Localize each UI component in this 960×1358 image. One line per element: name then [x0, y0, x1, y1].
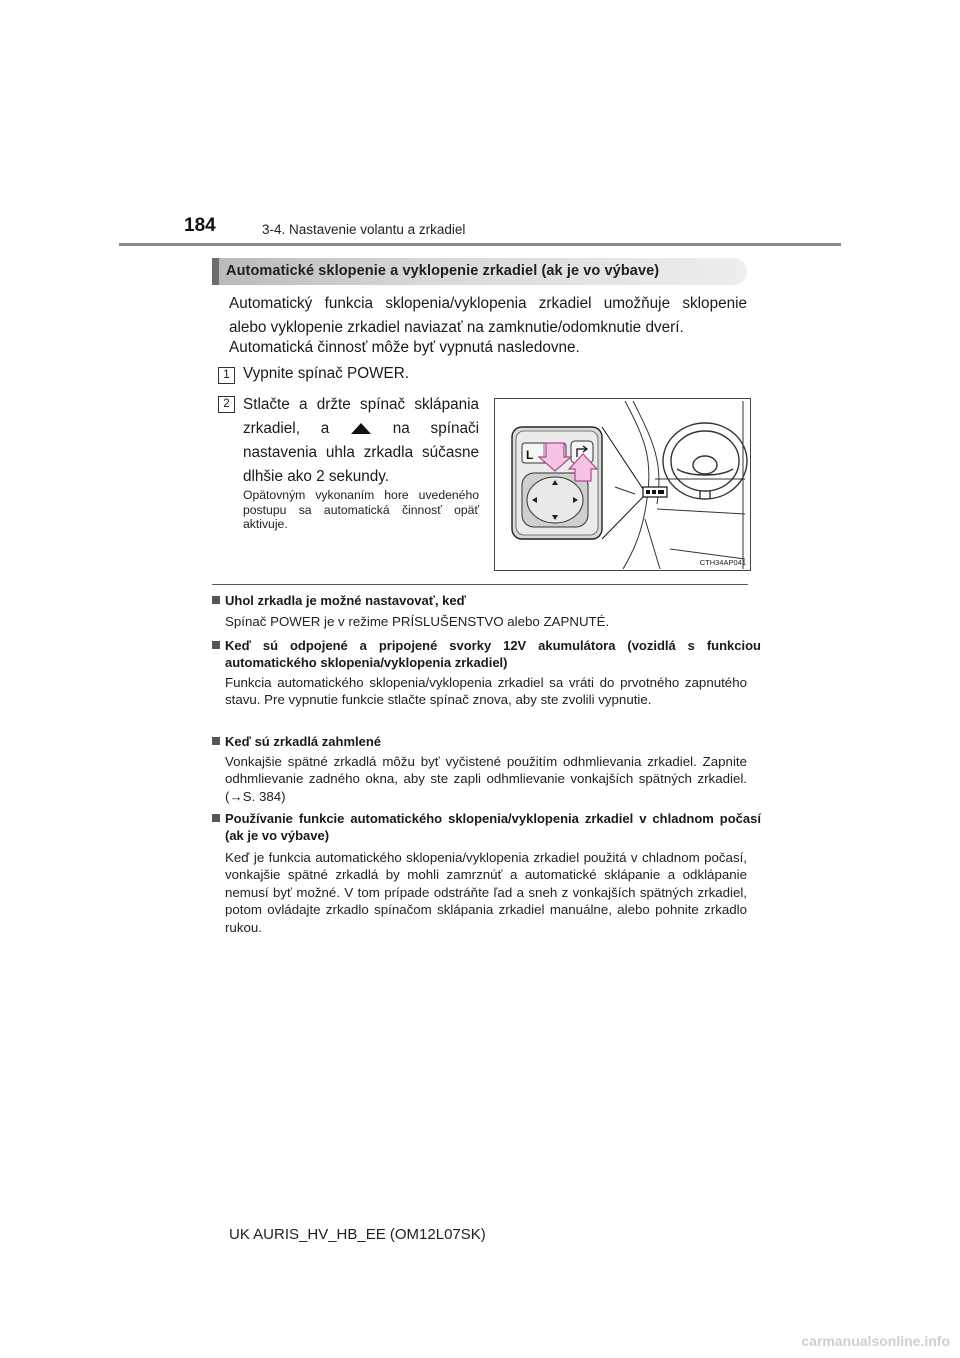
note-heading-1	[212, 592, 748, 609]
step-number-2: 2	[218, 396, 235, 413]
section-title: 3-4. Nastavenie volantu a zrkadiel	[262, 222, 466, 237]
note-heading-3	[212, 733, 748, 750]
note-heading-1-text: Uhol zrkadla je možné nastavovať, keď	[225, 593, 466, 608]
note-body-4: Keď je funkcia automatického sklopenia/vyklopenia zrkadiel použitá v chladnom počasí, vonkajšie spätné zrkadlá by mohli zamrznúť a automatické sklápanie a odklápanie nemusí byť možné. V tom prípade odstráňte ľad a sneh z vonkajších spätných zrkadiel, potom ovládajte zrkadlo spínačom sklápania zrkadiel manuálne, alebo pohnite zrkadlo rukou.	[225, 850, 747, 935]
step-2-text	[243, 393, 479, 489]
step-2-text-a: Stlačte a držte spínač sklápania zrkadiel, a	[243, 396, 479, 437]
notes-divider	[212, 584, 748, 585]
section-heading-bar	[212, 258, 747, 285]
square-bullet-icon	[212, 737, 220, 745]
square-bullet-icon	[212, 814, 220, 822]
note-heading-2-text: Keď sú odpojené a pripojené svorky 12V akumulátora (vozidlá s funkciou automatického sklopenia/vyklopenia zrkadiel)	[225, 638, 761, 670]
note-body-1: Spínač POWER je v režime PRÍSLUŠENSTVO alebo ZAPNUTÉ.	[225, 614, 610, 629]
mirror-switch-illustration	[495, 399, 750, 570]
watermark: carmanualsonline.info	[801, 1333, 950, 1349]
up-triangle-icon	[350, 422, 372, 435]
note-heading-3-text: Keď sú zrkadlá zahmlené	[225, 734, 382, 749]
step-number-1: 1	[218, 367, 235, 384]
intro-paragraph-2: Automatická činnosť môže byť vypnutá nasledovne.	[229, 339, 580, 356]
square-bullet-icon	[212, 641, 220, 649]
figure-label-l: L	[526, 448, 534, 462]
step-2-text-b: na spínači nastavenia uhla zrkadla súčasne dlhšie ako 2 sekundy.	[243, 420, 480, 485]
note-body-3: Vonkajšie spätné zrkadlá môžu byť vyčistené použitím odhmlievania zrkadiel. Zapnite odhmlievanie zadného okna, aby ste zapli odhmlievanie vonkajších spätných zrkadiel. (→S. 384)	[225, 754, 747, 804]
page-number: 184	[184, 215, 216, 236]
mirror-switch-figure	[494, 398, 751, 571]
figure-code: CTH34AP041	[699, 558, 746, 567]
step-2-note: Opätovným vykonaním hore uvedeného postupu sa automatická činnosť opäť aktivuje.	[243, 488, 479, 531]
note-body-2: Funkcia automatického sklopenia/vyklopenia zrkadiel sa vráti do prvotného zapnutého stavu. Pre vypnutie funkcie stlačte spínač znova, aby ste zvolili vypnutie.	[225, 675, 747, 708]
square-bullet-icon	[212, 596, 220, 604]
note-heading-4	[212, 810, 761, 844]
section-heading: Automatické sklopenie a vyklopenie zrkadiel (ak je vo výbave)	[226, 263, 660, 279]
note-heading-2	[212, 637, 761, 671]
footer-document-code: UK AURIS_HV_HB_EE (OM12L07SK)	[229, 1226, 486, 1243]
step-1-text: Vypnite spínač POWER.	[243, 365, 410, 382]
intro-paragraph: Automatický funkcia sklopenia/vyklopenia zrkadiel umožňuje sklopenie alebo vyklopenie zrkadiel naviazať na zamknutie/odomknutie dverí.	[229, 295, 747, 336]
note-heading-4-text: Používanie funkcie automatického sklopenia/vyklopenia zrkadiel v chladnom počasí (ak je vo výbave)	[225, 811, 761, 843]
header-divider	[119, 243, 841, 246]
